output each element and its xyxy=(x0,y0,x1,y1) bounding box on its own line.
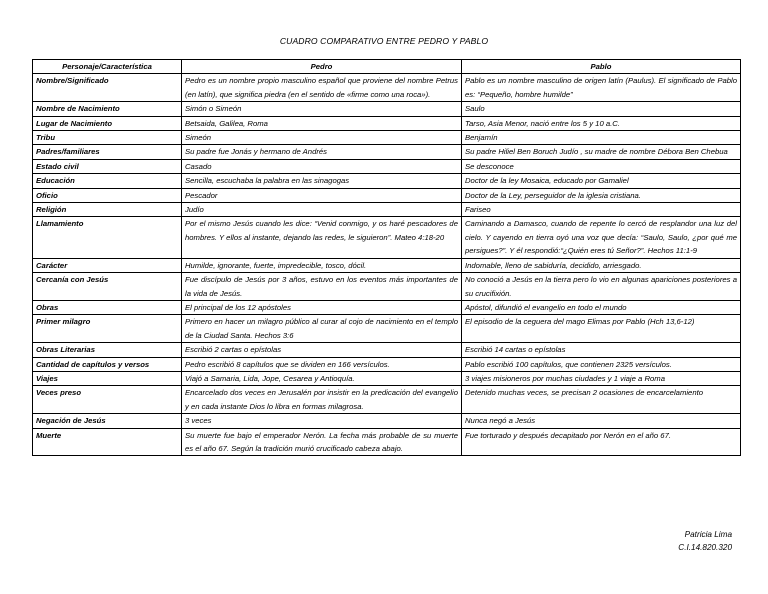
pablo-cell: Tarso, Asia Menor, nació entre los 5 y 10 a.C. xyxy=(462,116,741,130)
row-label: Obras xyxy=(33,300,182,314)
table-row xyxy=(33,258,741,272)
table-row xyxy=(33,174,741,188)
pablo-cell: Apóstol, difundió el evangelio en todo el mundo xyxy=(462,300,741,314)
table-row xyxy=(33,159,741,173)
header-pablo: Pablo xyxy=(462,60,741,74)
header-pedro: Pedro xyxy=(182,60,462,74)
table-row xyxy=(33,428,741,456)
pedro-cell: Humilde, ignorante, fuerte, impredecible, tosco, dócil. xyxy=(182,258,462,272)
table-row xyxy=(33,188,741,202)
row-label: Nombre/Significado xyxy=(33,74,182,102)
row-label: Padres/familiares xyxy=(33,145,182,159)
table-row xyxy=(33,203,741,217)
pedro-cell: Judío xyxy=(182,203,462,217)
pedro-cell: El principal de los 12 apóstoles xyxy=(182,300,462,314)
pedro-cell: Pedro escribió 8 capítulos que se dividen en 166 versículos. xyxy=(182,357,462,371)
table-row xyxy=(33,74,741,102)
table-row xyxy=(33,300,741,314)
pablo-cell: Su padre Hiliel Ben Boruch Judío , su madre de nombre Débora Ben Chebua xyxy=(462,145,741,159)
pedro-cell: Por el mismo Jesús cuando les dice: “Venid conmigo, y os haré pescadores de hombres. Y ellos al instante, dejando las redes, le siguieron”. Mateo 4:18-20 xyxy=(182,217,462,258)
row-label: Llamamiento xyxy=(33,217,182,258)
pablo-cell: Fue torturado y después decapitado por Nerón en el año 67. xyxy=(462,428,741,456)
row-label: Muerte xyxy=(33,428,182,456)
pablo-cell: Benjamín xyxy=(462,131,741,145)
table-row xyxy=(33,273,741,301)
pablo-cell: Indomable, lleno de sabiduría, decidido, arriesgado. xyxy=(462,258,741,272)
pedro-cell: Casado xyxy=(182,159,462,173)
pablo-cell: Pablo escribió 100 capítulos, que contienen 2325 versículos. xyxy=(462,357,741,371)
header-characteristic: Personaje/Característica xyxy=(33,60,182,74)
pablo-cell: Saulo xyxy=(462,102,741,116)
row-label: Educación xyxy=(33,174,182,188)
row-label: Tribu xyxy=(33,131,182,145)
pedro-cell: Primero en hacer un milagro público al curar al cojo de nacimiento en el templo de la Ciudad Santa. Hechos 3:6 xyxy=(182,315,462,343)
table-row xyxy=(33,116,741,130)
table-row xyxy=(33,315,741,343)
pedro-cell: Simón o Simeón xyxy=(182,102,462,116)
pedro-cell: Pedro es un nombre propio masculino español que proviene del nombre Petrus (en latín), que significa piedra (en el sentido de «firme como una roca»). xyxy=(182,74,462,102)
pablo-cell: Detenido muchas veces, se precisan 2 ocasiones de encarcelamiento xyxy=(462,386,741,414)
author-name: Patricia Lima xyxy=(684,530,732,539)
pedro-cell: Betsaida, Galilea, Roma xyxy=(182,116,462,130)
pedro-cell: Fue discípulo de Jesús por 3 años, estuvo en los eventos más importantes de la vida de Jesús. xyxy=(182,273,462,301)
pedro-cell: Simeón xyxy=(182,131,462,145)
pablo-cell: Fariseo xyxy=(462,203,741,217)
pedro-cell: Encarcelado dos veces en Jerusalén por insistir en la predicación del evangelio y en cada instante Dios lo libra en formas milagrosa. xyxy=(182,386,462,414)
pablo-cell: Nunca negó a Jesús xyxy=(462,414,741,428)
row-label: Religión xyxy=(33,203,182,217)
table-row xyxy=(33,414,741,428)
header-row xyxy=(33,60,741,74)
pedro-cell: Su muerte fue bajo el emperador Nerón. La fecha más probable de su muerte es el año 67. Según la tradición murió crucificado cabeza abajo. xyxy=(182,428,462,456)
row-label: Estado civil xyxy=(33,159,182,173)
row-label: Obras Literarias xyxy=(33,343,182,357)
pablo-cell: 3 viajes misioneros por muchas ciudades y 1 viaje a Roma xyxy=(462,371,741,385)
comparison-table xyxy=(32,59,741,456)
pedro-cell: Escribió 2 cartas o epístolas xyxy=(182,343,462,357)
table-row xyxy=(33,102,741,116)
pedro-cell: Viajó a Samaria, Lida, Jope, Cesarea y Antioquía. xyxy=(182,371,462,385)
document-title: CUADRO COMPARATIVO ENTRE PEDRO Y PABLO xyxy=(279,36,489,46)
pablo-cell: Se desconoce xyxy=(462,159,741,173)
pedro-cell: Su padre fue Jonás y hermano de Andrés xyxy=(182,145,462,159)
row-label: Veces preso xyxy=(33,386,182,414)
pablo-cell: Caminando a Damasco, cuando de repente lo cercó de resplandor una luz del cielo. Y cayendo en tierra oyó una voz que decía: “Saulo, Saulo, ¿por qué me persigues?”. Y él respondió:“¿Quién eres tú Señor?”. Hechos 11:1-9 xyxy=(462,217,741,258)
pablo-cell: Doctor de la ley Mosaica, educado por Gamaliel xyxy=(462,174,741,188)
table-row xyxy=(33,357,741,371)
pablo-cell: El episodio de la ceguera del mago Elimas por Pablo (Hch 13,6-12) xyxy=(462,315,741,343)
pedro-cell: 3 veces xyxy=(182,414,462,428)
pablo-cell: Pablo es un nombre masculino de origen latín (Paulus). El significado de Pablo es: “Pequeño, hombre humilde” xyxy=(462,74,741,102)
row-label: Negación de Jesús xyxy=(33,414,182,428)
table-row xyxy=(33,131,741,145)
row-label: Primer milagro xyxy=(33,315,182,343)
pedro-cell: Pescador xyxy=(182,188,462,202)
signature-block xyxy=(678,528,732,554)
pedro-cell: Sencilla, escuchaba la palabra en las sinagogas xyxy=(182,174,462,188)
pablo-cell: Doctor de la Ley, perseguidor de la iglesia cristiana. xyxy=(462,188,741,202)
pablo-cell: No conoció a Jesús en la tierra pero lo vio en algunas apariciones posteriores a su crucifixión. xyxy=(462,273,741,301)
row-label: Viajes xyxy=(33,371,182,385)
row-label: Lugar de Nacimiento xyxy=(33,116,182,130)
row-label: Cercanía con Jesús xyxy=(33,273,182,301)
table-row xyxy=(33,371,741,385)
row-label: Nombre de Nacimiento xyxy=(33,102,182,116)
table-row xyxy=(33,386,741,414)
row-label: Cantidad de capítulos y versos xyxy=(33,357,182,371)
table-row xyxy=(33,145,741,159)
table-row xyxy=(33,217,741,258)
pablo-cell: Escribió 14 cartas o epístolas xyxy=(462,343,741,357)
author-id: C.I.14.820.320 xyxy=(678,543,732,552)
row-label: Carácter xyxy=(33,258,182,272)
row-label: Oficio xyxy=(33,188,182,202)
table-row xyxy=(33,343,741,357)
